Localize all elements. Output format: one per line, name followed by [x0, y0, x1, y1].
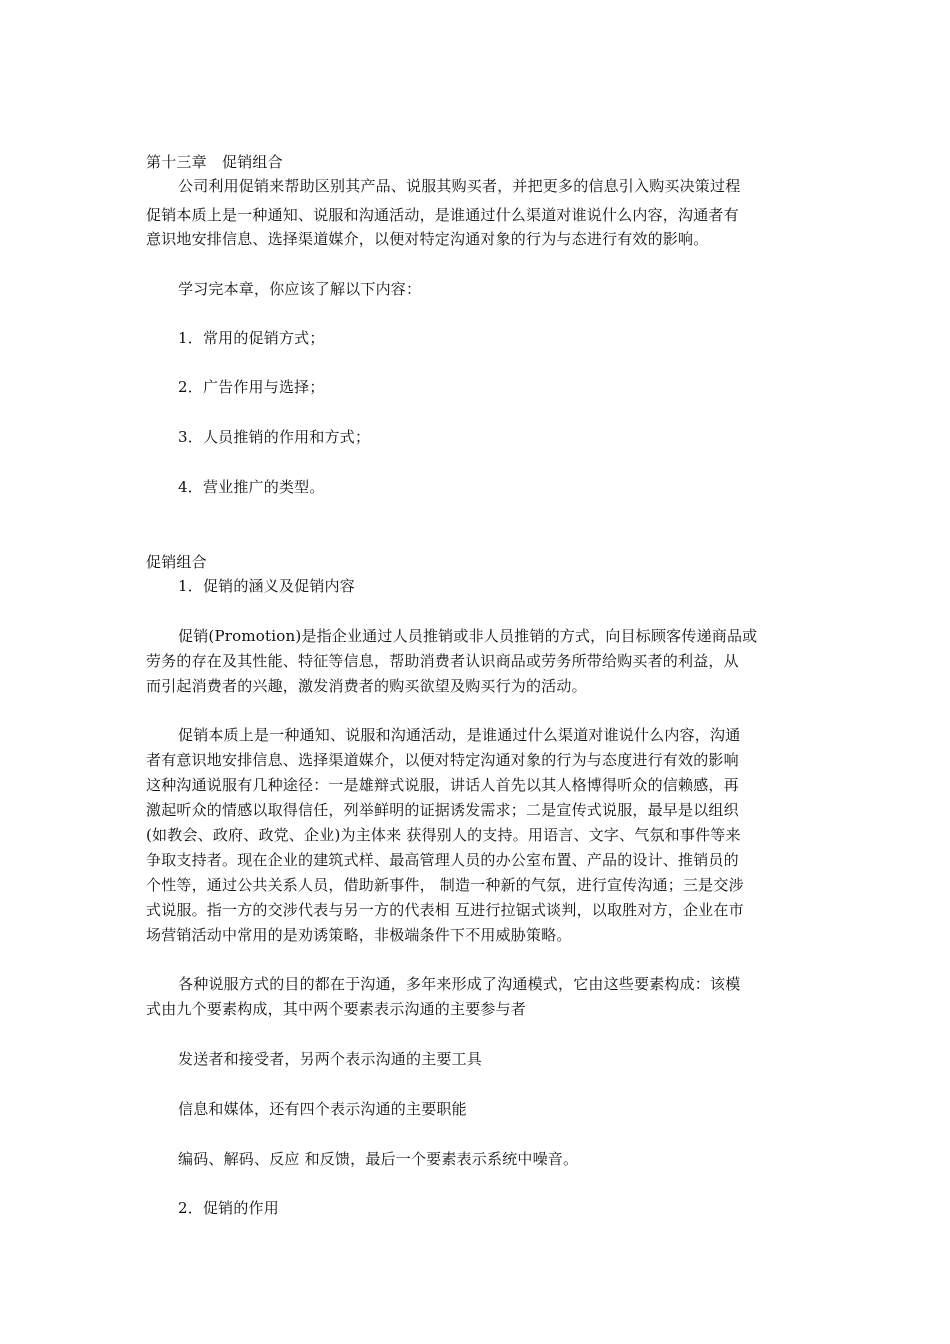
- essence-line-6: 争取支持者。现在企业的建筑式样、最高管理人员的办公室布置、产品的设计、推销员的: [146, 851, 739, 869]
- intro-line-1: 公司利用促销来帮助区别其产品、说服其购买者，并把更多的信息引入购买决策过程: [178, 177, 741, 195]
- objective-item: 2．广告作用与选择；: [178, 378, 325, 396]
- model-line-4: 编码、解码、反应 和反馈，最后一个要素表示系统中噪音。: [178, 1150, 579, 1168]
- essence-line-8: 式说服。指一方的交涉代表与另一方的代表相 互进行拉锯式谈判，以取胜对方，企业在市: [146, 901, 744, 919]
- intro-line-2: 促销本质上是一种通知、说服和沟通活动，是谁通过什么渠道对谁说什么内容，沟通者有: [146, 206, 739, 224]
- learning-intro: 学习完本章，你应该了解以下内容：: [178, 280, 422, 298]
- model-line-1: 各种说服方式的目的都在于沟通，多年来形成了沟通模式，它由这些要素构成：该模: [178, 975, 741, 993]
- objective-item: 3．人员推销的作用和方式；: [178, 428, 371, 446]
- section-title: 促销组合: [146, 553, 207, 571]
- definition-line-2: 劳务的存在及其性能、特征等信息，帮助消费者认识商品或劳务所带给购买者的利益，从: [146, 652, 739, 670]
- intro-line-3: 意识地安排信息、选择渠道媒介，以便对特定沟通对象的行为与态进行有效的影响。: [146, 230, 709, 248]
- essence-line-2: 者有意识地安排信息、选择渠道媒介，以便对特定沟通对象的行为与态度进行有效的影响: [146, 751, 739, 769]
- definition-line-3: 而引起消费者的兴趣，激发消费者的购买欲望及购买行为的活动。: [146, 677, 587, 695]
- definition-line-1: 促销(Promotion)是指企业通过人员推销或非人员推销的方式，向目标顾客传递商品或: [178, 627, 758, 645]
- model-line-2: 发送者和接受者，另两个表示沟通的主要工具: [178, 1050, 483, 1068]
- objective-item: 1．常用的促销方式；: [178, 329, 325, 347]
- chapter-title: 第十三章 促销组合: [146, 153, 283, 171]
- objective-item: 4．营业推广的类型。: [178, 478, 325, 496]
- essence-line-5: (如教会、政府、政党、企业)为主体来 获得别人的支持。用语言、文字、气氛和事件等来: [146, 826, 741, 844]
- essence-line-4: 激起听众的情感以取得信任，列举鲜明的证据诱发需求；二是宣传式说服，最早是以组织: [146, 801, 739, 819]
- subsection-heading: 1．促销的涵义及促销内容: [178, 577, 355, 595]
- subsection-heading-2: 2．促销的作用: [178, 1199, 279, 1217]
- essence-line-1: 促销本质上是一种通知、说服和沟通活动，是谁通过什么渠道对谁说什么内容，沟通: [178, 726, 741, 744]
- model-line-3: 信息和媒体，还有四个表示沟通的主要职能: [178, 1100, 467, 1118]
- essence-line-9: 场营销活动中常用的是劝诱策略，非极端条件下不用威胁策略。: [146, 926, 572, 944]
- essence-line-7: 个性等，通过公共关系人员，借助新事件， 制造一种新的气氛，进行宣传沟通；三是交涉: [146, 876, 744, 894]
- model-line-1b: 式由九个要素构成，其中两个要素表示沟通的主要参与者: [146, 1000, 527, 1018]
- essence-line-3: 这种沟通说服有几种途径：一是雄辩式说服，讲话人首先以其人格博得听众的信赖感，再: [146, 776, 739, 794]
